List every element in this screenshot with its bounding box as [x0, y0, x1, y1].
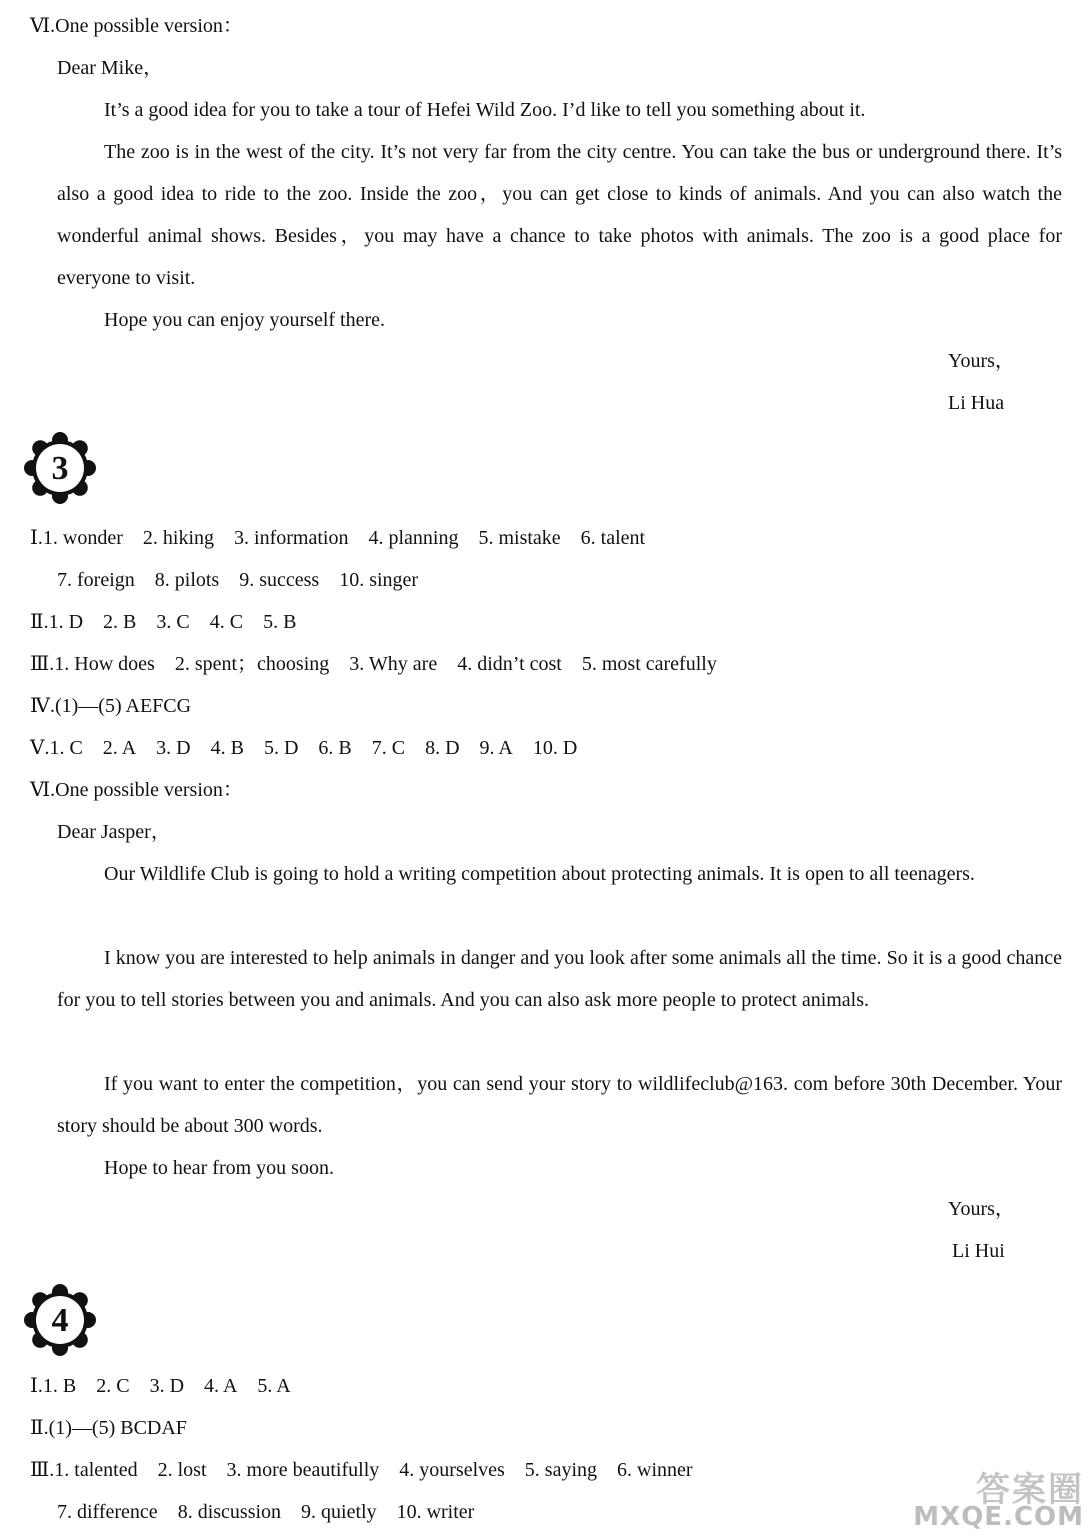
- unit-number: 4: [51, 1302, 69, 1339]
- answer-item: 4. didn’t cost: [457, 653, 562, 675]
- answer-item: 9. quietly: [301, 1501, 377, 1523]
- letter-paragraph: If you want to enter the competition，you can send your story to wildlifeclub@163. com before 30th December. Your story should be about 300 words.: [57, 1073, 1062, 1137]
- section-vi-heading: [30, 13, 243, 39]
- answer-item: 2. lost: [157, 1459, 207, 1481]
- unit4-section-iii-row2: [57, 1499, 494, 1525]
- answer-item: 3. Why are: [349, 653, 438, 675]
- answer-item: 5. D: [263, 737, 299, 759]
- answer-item: 1. talented: [54, 1459, 138, 1481]
- section-label: Ⅵ.: [30, 15, 56, 37]
- answer-item: 5. mistake: [478, 527, 561, 549]
- answer-item: 3. more beautifully: [226, 1459, 380, 1481]
- answer-item: 3. D: [149, 1375, 185, 1397]
- letter-paragraph: Hope to hear from you soon.: [104, 1157, 334, 1179]
- answer-item: 9. success: [239, 569, 320, 591]
- answer-item: 2. B: [103, 611, 137, 633]
- answer-item: 4. planning: [368, 527, 459, 549]
- watermark-text-bottom: MXQE.COM: [913, 1502, 1084, 1532]
- unit4-section-iii-row1: [30, 1457, 713, 1483]
- answer-item: 4. yourselves: [399, 1459, 505, 1481]
- answer-item: 6. talent: [580, 527, 646, 549]
- answer-item: 8. D: [425, 737, 460, 759]
- answer-item: 10. writer: [396, 1501, 475, 1523]
- answer-item: 1. D: [48, 611, 84, 633]
- section-label: Ⅲ.: [30, 653, 55, 675]
- letter-closing: Yours，: [948, 350, 1015, 372]
- answer-item: (1)—(5) AEFCG: [54, 695, 192, 717]
- scalloped-badge-icon: [24, 1284, 96, 1356]
- answer-item: 6. B: [318, 737, 352, 759]
- answer-item: 1. B: [42, 1375, 77, 1397]
- letter-paragraph: Our Wildlife Club is going to hold a writing competition about protecting animals. It is open to all teenagers.: [104, 863, 975, 885]
- answer-item: (1)—(5) BCDAF: [48, 1417, 187, 1439]
- answer-item: 2. spent；choosing: [174, 653, 330, 675]
- letter-closing: Yours，: [948, 1198, 1015, 1220]
- answer-item: 6. winner: [617, 1459, 693, 1481]
- answer-item: 3. C: [156, 611, 190, 633]
- section-label: Ⅰ.: [30, 1375, 43, 1397]
- section-label: Ⅵ.: [30, 779, 56, 801]
- unit-number-badge: [24, 1284, 96, 1356]
- section-label: Ⅱ.: [30, 1417, 49, 1439]
- answer-item: 1. C: [49, 737, 83, 759]
- letter-greeting: Dear Jasper，: [57, 821, 171, 843]
- answer-item: 5. most carefully: [581, 653, 717, 675]
- unit-number: 3: [51, 450, 69, 487]
- watermark-text-top: 答案圈: [976, 1470, 1084, 1510]
- answer-item: 8. pilots: [154, 569, 220, 591]
- unit3-section-iii: [30, 651, 737, 677]
- unit3-section-ii: [30, 609, 316, 635]
- unit4-section-i: [30, 1373, 311, 1399]
- unit3-section-i-row1: [30, 525, 665, 551]
- unit3-section-i-row2: [57, 567, 438, 593]
- section-label: Ⅰ.: [30, 527, 43, 549]
- letter-paragraph: I know you are interested to help animals in danger and you look after some animals all the time. So it is a good chance for you to tell stories between you and animals. And you can also ask more people to protect animals.: [57, 947, 1062, 1011]
- unit-number-badge: [24, 432, 96, 504]
- watermark-logo: [906, 1462, 1084, 1532]
- answer-item: 4. A: [204, 1375, 238, 1397]
- unit3-section-v: [30, 735, 597, 761]
- unit4-section-ii: [30, 1415, 187, 1441]
- answer-item: 8. discussion: [177, 1501, 282, 1523]
- letter-paragraph: It’s a good idea for you to take a tour of Hefei Wild Zoo. I’d like to tell you something about it.: [104, 99, 866, 121]
- answer-item: 7. difference: [57, 1501, 158, 1523]
- answer-item: 3. D: [156, 737, 191, 759]
- letter-signature: Li Hua: [948, 392, 1005, 414]
- section-label: Ⅱ.: [30, 611, 49, 633]
- letter-paragraph: The zoo is in the west of the city. It’s not very far from the city centre. You can take the bus or underground there. It’s also a good idea to ride to the zoo. Inside the zoo，you can get close to kinds of animals. And you can also watch the wonderful animal shows. Besides，you may have a chance to take photos with animals. The zoo is a good place for everyone to visit.: [57, 141, 1062, 289]
- unit3-section-vi-heading: [30, 777, 243, 803]
- unit3-section-iv: [30, 693, 191, 719]
- section-intro: One possible version：: [55, 15, 243, 37]
- answer-item: 1. wonder: [42, 527, 123, 549]
- answer-item: 4. B: [210, 737, 244, 759]
- letter-signature: Li Hui: [952, 1240, 1005, 1262]
- answer-item: 4. C: [209, 611, 244, 633]
- answer-item: 7. foreign: [57, 569, 135, 591]
- letter-paragraph: Hope you can enjoy yourself there.: [104, 309, 386, 331]
- answer-item: 1. How does: [54, 653, 155, 675]
- section-intro: One possible version：: [55, 779, 243, 801]
- answer-item: 3. information: [234, 527, 349, 549]
- answer-item: 5. B: [263, 611, 297, 633]
- scalloped-badge-icon: [24, 432, 96, 504]
- section-label: Ⅲ.: [30, 1459, 55, 1481]
- answer-item: 10. D: [532, 737, 578, 759]
- section-label: Ⅳ.: [30, 695, 55, 717]
- answer-item: 9. A: [479, 737, 513, 759]
- answer-item: 5. saying: [524, 1459, 598, 1481]
- section-label: Ⅴ.: [30, 737, 50, 759]
- answer-item: 7. C: [371, 737, 406, 759]
- answer-item: 2. C: [96, 1375, 130, 1397]
- answer-item: 2. A: [102, 737, 137, 759]
- answer-item: 5. A: [257, 1375, 291, 1397]
- letter-greeting: Dear Mike，: [57, 57, 164, 79]
- answer-item: 2. hiking: [142, 527, 215, 549]
- answer-item: 10. singer: [339, 569, 419, 591]
